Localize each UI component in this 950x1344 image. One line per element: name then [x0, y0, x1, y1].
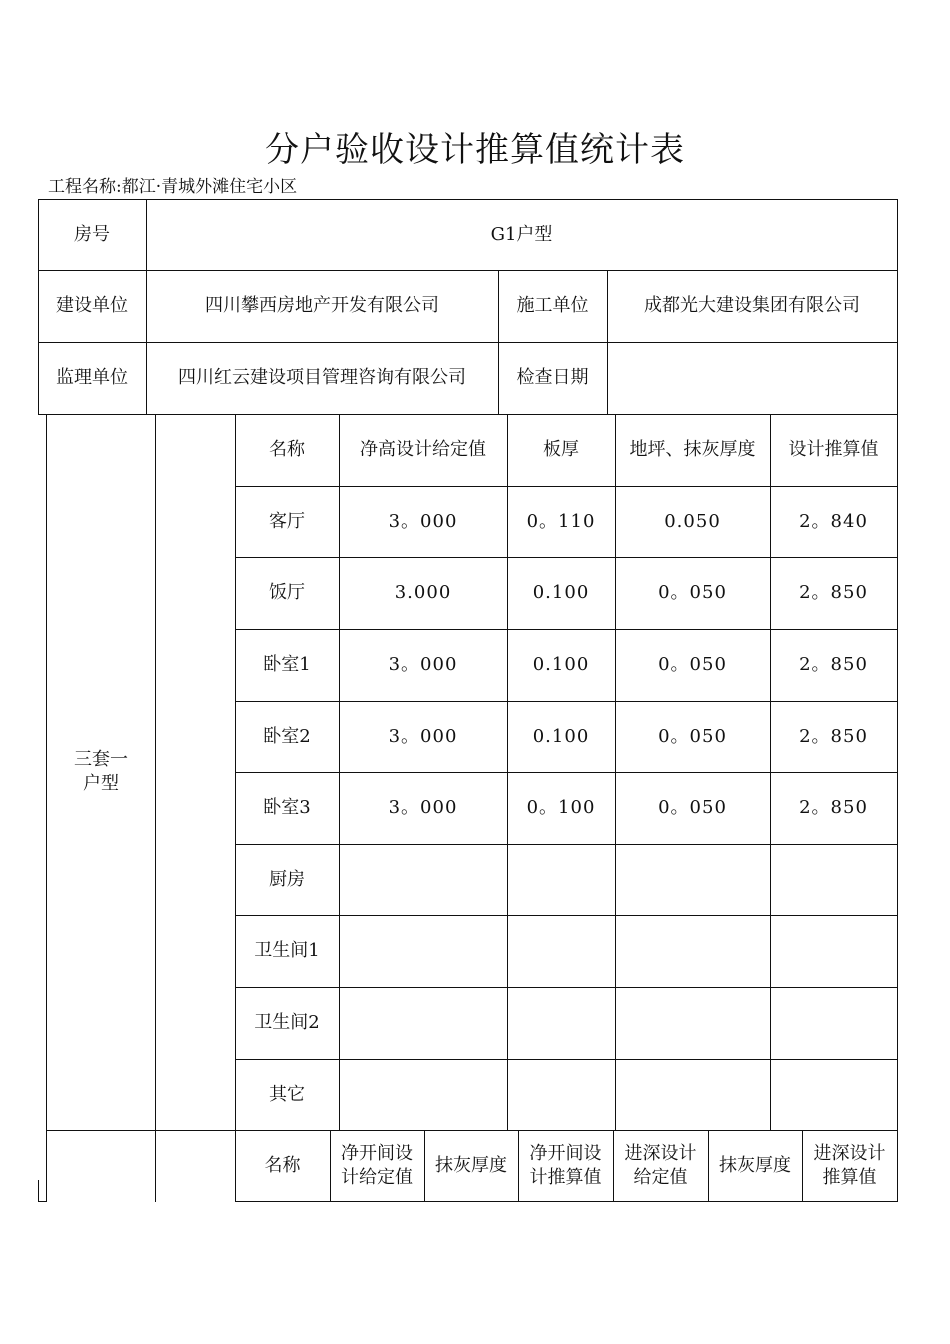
room-no-label: 房号 [74, 223, 110, 245]
room-name: 卫生间1 [254, 940, 320, 961]
finish-thickness [615, 844, 770, 915]
design-height [339, 915, 507, 987]
contractor-value: 成都光大建设集团有限公司 [644, 295, 860, 316]
page-title: 分户验收设计推算值统计表 [265, 130, 685, 170]
slab-thickness: 0.100 [532, 725, 590, 747]
room-no-value: G1户型 [490, 223, 553, 245]
finish-thickness [615, 915, 770, 987]
width-header-name: 名称 [264, 1154, 301, 1176]
room-name: 卧室1 [263, 654, 311, 675]
builder-label: 建设单位 [56, 295, 128, 316]
calculated-value: 2。850 [799, 654, 868, 675]
slab-thickness [507, 1059, 615, 1130]
finish-thickness [615, 1059, 770, 1130]
slab-thickness: 0.100 [532, 582, 590, 603]
finish-thickness: 0。050 [658, 654, 727, 675]
inspect-date-value [607, 342, 897, 414]
design-height: 3。000 [388, 654, 458, 675]
design-height [339, 844, 507, 915]
room-name: 饭厅 [269, 582, 305, 603]
calculated-value [770, 1059, 897, 1130]
height-header-design: 净高设计给定值 [360, 439, 486, 460]
calculated-value: 2。850 [799, 725, 868, 747]
height-header-slab: 板厚 [543, 439, 579, 460]
room-name: 卧室2 [263, 725, 311, 747]
room-name: 厨房 [269, 868, 305, 890]
room-name: 卧室3 [263, 797, 311, 818]
unit-type: 三套一户型 [74, 749, 128, 794]
finish-thickness [615, 987, 770, 1059]
calculated-value [770, 844, 897, 915]
slab-thickness: 0.100 [532, 654, 590, 675]
width-header-bay-design: 净开间设计给定值 [341, 1142, 413, 1188]
slab-thickness: 0。110 [526, 510, 596, 532]
design-height: 3。000 [388, 510, 458, 532]
room-name: 其它 [269, 1083, 305, 1105]
width-header-bay-calc: 净开间设计推算值 [529, 1142, 602, 1188]
slab-thickness: 0。100 [526, 797, 596, 818]
width-header-depth-design: 进深设计给定值 [624, 1142, 697, 1188]
slab-thickness [507, 844, 615, 915]
design-height: 3.000 [394, 582, 452, 603]
calculated-value [770, 915, 897, 987]
design-height [339, 1059, 507, 1130]
slab-thickness [507, 915, 615, 987]
finish-thickness: 0.050 [664, 510, 721, 532]
design-height: 3。000 [388, 725, 458, 747]
design-height: 3。000 [388, 797, 458, 818]
height-header-name: 名称 [269, 439, 305, 460]
height-header-calc: 设计推算值 [788, 439, 879, 460]
calculated-value: 2。840 [799, 510, 868, 532]
width-header-depth-finish: 抹灰厚度 [719, 1154, 791, 1176]
room-name: 卫生间2 [254, 1012, 320, 1033]
supervisor-value: 四川红云建设项目管理咨询有限公司 [178, 367, 466, 388]
builder-value: 四川攀西房地产开发有限公司 [205, 295, 439, 316]
contractor-label: 施工单位 [516, 295, 589, 316]
room-name: 客厅 [269, 510, 305, 532]
supervisor-label: 监理单位 [56, 367, 128, 388]
calculated-value [770, 987, 897, 1059]
inspect-date-label: 检查日期 [516, 367, 589, 388]
calculated-value: 2。850 [799, 797, 868, 818]
project-name: 工程名称:都江·青城外滩住宅小区 [48, 177, 298, 197]
finish-thickness: 0。050 [658, 725, 727, 747]
finish-thickness: 0。050 [658, 582, 727, 603]
height-header-finish: 地坪、抹灰厚度 [629, 439, 756, 460]
calculated-value: 2。850 [799, 582, 868, 603]
finish-thickness: 0。050 [658, 797, 727, 818]
design-height [339, 987, 507, 1059]
width-header-bay-finish: 抹灰厚度 [435, 1154, 507, 1176]
width-header-depth-calc: 进深设计推算值 [813, 1142, 886, 1188]
slab-thickness [507, 987, 615, 1059]
